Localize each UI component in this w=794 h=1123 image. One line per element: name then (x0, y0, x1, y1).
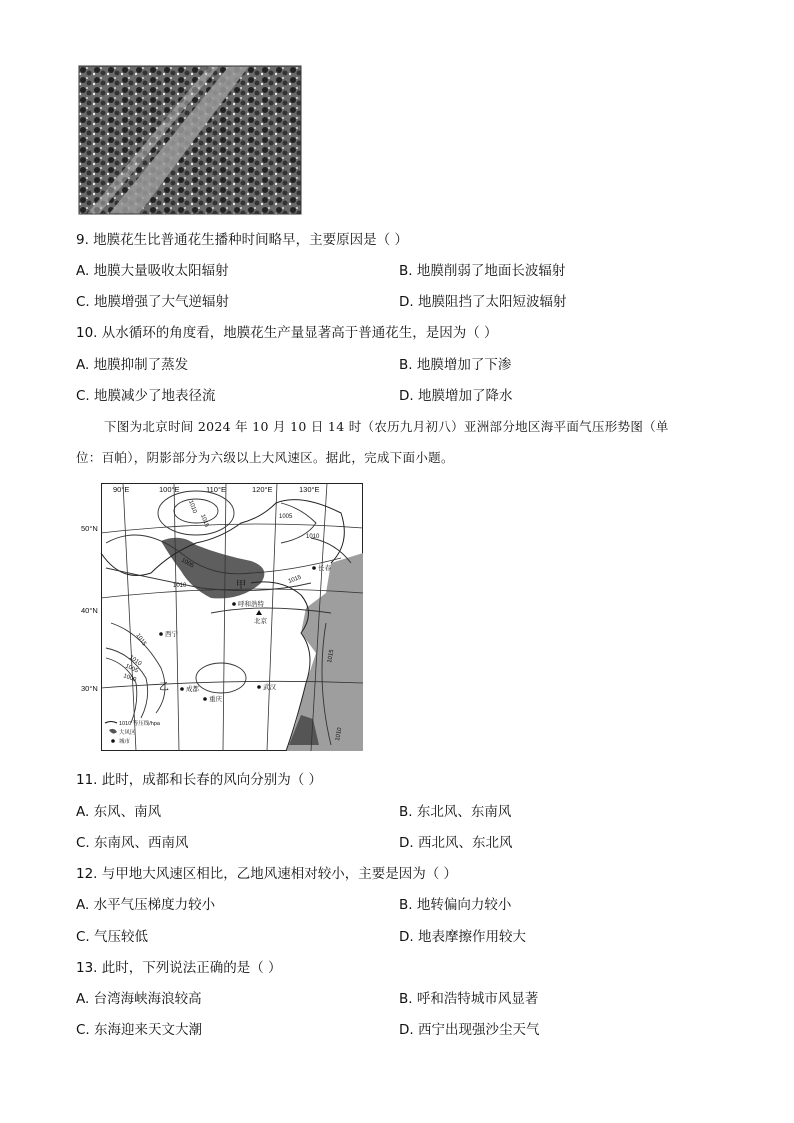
isobar-label: 1005 (279, 514, 293, 520)
isobar-label: 1005 (180, 557, 195, 570)
lat-label-40: 40°N (81, 606, 98, 615)
city-beijing: 北京 (254, 618, 267, 625)
q11-option-b[interactable]: B. 东北风、东南风 (399, 804, 512, 820)
field-photo-icon (79, 66, 301, 214)
city-chengdu: 成都 (186, 686, 199, 693)
pressure-map (81, 483, 363, 751)
q12-option-c[interactable]: C. 气压较低 (76, 929, 149, 945)
isobar-label: 1005 (124, 663, 139, 675)
q13-option-d[interactable]: D. 西宁出现强沙尘天气 (399, 1022, 540, 1038)
q12-option-b[interactable]: B. 地转偏向力较小 (399, 897, 512, 913)
city-dot (232, 602, 236, 606)
legend-isobar: 1010 等压线/hpa (119, 721, 160, 727)
q10-option-d[interactable]: D. 地膜增加了降水 (399, 388, 513, 404)
city-chongqing: 重庆 (209, 696, 222, 703)
city-xining: 西宁 (165, 631, 178, 638)
isobar-label: 1010 (173, 583, 187, 589)
question-11: 11. 此时，成都和长春的风向分别为（ ） (76, 772, 323, 788)
isobar-label: 1010 (127, 654, 143, 668)
isobar-label: 1015 (134, 632, 147, 648)
point-jia: 甲 (236, 580, 246, 591)
question-9: 9. 地膜花生比普通花生播种时间略早，主要原因是（ ） (76, 232, 408, 248)
city-wuhan: 武汉 (263, 684, 276, 691)
lon-label-110: 110°E (206, 485, 226, 494)
q13-option-c[interactable]: C. 东海迎来天文大潮 (76, 1022, 203, 1038)
lat-label-50: 50°N (81, 524, 98, 533)
isobar-label: 1015 (327, 649, 336, 664)
city-hohhot: 呼和浩特 (238, 601, 264, 608)
point-yi: 乙 (159, 682, 169, 693)
city-dot (203, 697, 207, 701)
lon-label-130: 130°E (299, 485, 320, 494)
lon-label-120: 120°E (252, 485, 273, 494)
legend-city: 城市 (119, 739, 131, 745)
q11-option-c[interactable]: C. 东南风、西南风 (76, 835, 189, 851)
isobar-label: 1015 (287, 574, 303, 585)
q10-option-c[interactable]: C. 地膜减少了地表径流 (76, 388, 216, 404)
intro-paragraph (76, 411, 716, 473)
q10-option-a[interactable]: A. 地膜抑制了蒸发 (76, 357, 189, 373)
lon-label-90: 90°E (113, 485, 130, 494)
question-13: 13. 此时，下列说法正确的是（ ） (76, 960, 282, 976)
city-changchun: 长春 (318, 565, 331, 572)
q11-option-a[interactable]: A. 东风、南风 (76, 804, 162, 820)
city-dot (312, 566, 316, 570)
question-10: 10. 从水循环的角度看，地膜花生产量显著高于普通花生，是因为（ ） (76, 325, 498, 341)
isobar-label: 1015 (199, 513, 210, 529)
q9-option-c[interactable]: C. 地膜增强了大气逆辐射 (76, 294, 230, 310)
q9-option-b[interactable]: B. 地膜削弱了地面长波辐射 (399, 263, 566, 279)
q9-option-a[interactable]: A. 地膜大量吸收太阳辐射 (76, 263, 229, 279)
q13-option-a[interactable]: A. 台湾海峡海浪较高 (76, 991, 202, 1007)
q12-option-a[interactable]: A. 水平气压梯度力较小 (76, 897, 216, 913)
q10-option-b[interactable]: B. 地膜增加了下渗 (399, 357, 512, 373)
q13-option-b[interactable]: B. 呼和浩特城市风显著 (399, 991, 539, 1007)
q11-option-d[interactable]: D. 西北风、东北风 (399, 835, 513, 851)
lat-label-30: 30°N (81, 684, 98, 693)
legend-wind: 大风区 (119, 730, 136, 736)
city-dot (257, 685, 261, 689)
intro-line-1: 下图为北京时间 2024 年 10 月 10 日 14 时（农历九月初八）亚洲部分地区海平面气压形势图（单 (104, 419, 669, 434)
isobar-label: 1010 (306, 534, 320, 540)
q9-option-d[interactable]: D. 地膜阻挡了太阳短波辐射 (399, 294, 567, 310)
city-dot (180, 687, 184, 691)
lon-label-100: 100°E (159, 485, 180, 494)
question-12: 12. 与甲地大风速区相比，乙地风速相对较小，主要是因为（ ） (76, 866, 458, 882)
city-dot (159, 632, 163, 636)
isobar-label: 1000 (122, 673, 137, 684)
intro-line-2: 位：百帕），阴影部分为六级以上大风速区。据此，完成下面小题。 (76, 450, 454, 465)
isobar-label: 1010 (187, 499, 198, 515)
isobar-label: 1010 (335, 727, 344, 742)
q12-option-d[interactable]: D. 地表摩擦作用较大 (399, 929, 526, 945)
field-photo (79, 66, 301, 214)
